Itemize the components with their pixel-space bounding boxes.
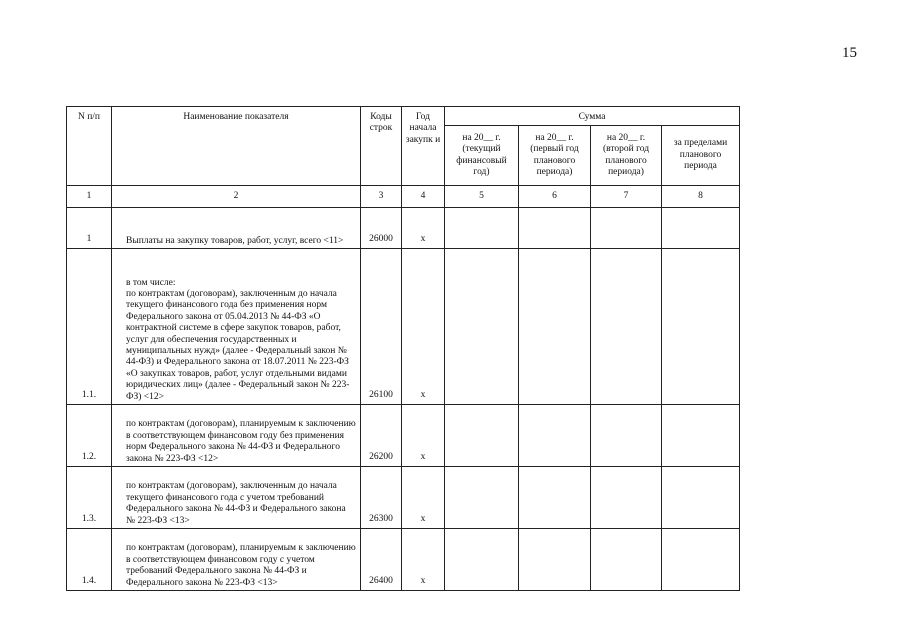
row-index: 1.4. [67,529,112,591]
row-code: 26100 [361,249,402,405]
value-cell [591,249,662,405]
subheader-current-year: на 20__ г. (текущий финансовый год) [445,126,519,186]
table-row [67,208,740,249]
column-number: 2 [112,186,361,208]
row-year: x [402,249,445,405]
row-name: по контрактам (договорам), планируемым к заключению в соответствующем финансовом году без применения норм Федерального закона № 44-ФЗ и Федерального закона № 223-ФЗ <12> [112,405,361,467]
value-cell [519,249,591,405]
row-index: 1.3. [67,467,112,529]
table-row [67,405,740,467]
value-cell [445,208,519,249]
row-index: 1 [67,208,112,249]
header-name: Наименование показателя [112,107,361,186]
row-code: 26300 [361,467,402,529]
header-index: N п/п [67,107,112,186]
row-name: по контрактам (договорам), планируемым к заключению в соответствующем финансовом году с учетом требований Федерального закона № 44-ФЗ и Федерального закона № 223-ФЗ <13> [112,529,361,591]
value-cell [519,405,591,467]
table-row [67,249,740,405]
row-index: 1.2. [67,405,112,467]
column-number: 1 [67,186,112,208]
value-cell [662,208,740,249]
value-cell [662,405,740,467]
row-year: x [402,208,445,249]
header-year: Год начала закупк и [402,107,445,186]
value-cell [445,249,519,405]
value-cell [445,405,519,467]
subheader-second-plan-year: на 20__ г. (второй год планового периода) [591,126,662,186]
column-number: 3 [361,186,402,208]
row-year: x [402,405,445,467]
row-name: по контрактам (договорам), заключенным до начала текущего финансового года с учетом требований Федерального закона № 44-ФЗ и Федерального закона № 223-ФЗ <13> [112,467,361,529]
value-cell [591,405,662,467]
row-code: 26000 [361,208,402,249]
column-number: 4 [402,186,445,208]
row-index: 1.1. [67,249,112,405]
row-code: 26400 [361,529,402,591]
row-year: x [402,529,445,591]
subheader-first-plan-year: на 20__ г. (первый год планового периода) [519,126,591,186]
value-cell [591,208,662,249]
value-cell [662,467,740,529]
value-cell [662,529,740,591]
value-cell [519,529,591,591]
financial-table [66,106,740,591]
value-cell [445,529,519,591]
value-cell [519,467,591,529]
table-row [67,467,740,529]
page-number: 15 [842,45,857,61]
row-code: 26200 [361,405,402,467]
value-cell [591,467,662,529]
row-name: в том числе: по контрактам (договорам), заключенным до начала текущего финансового года без применения норм Федерального закона от 05.04.2013 № 44-ФЗ «О контрактной системе в сфере закупок товаров, работ, услуг для обеспечения государственных и муниципальных нужд» (далее - Федеральный закон № 44-ФЗ) и Федерального закона от 18.07.2011 № 223-ФЗ «О закупках товаров, работ, услуг отдельными видами юридических лиц» (далее - Федеральный закон № 223-ФЗ) <12> [112,249,361,405]
value-cell [662,249,740,405]
value-cell [445,467,519,529]
row-name: Выплаты на закупку товаров, работ, услуг, всего <11> [112,208,361,249]
column-number: 6 [519,186,591,208]
column-number-row [67,186,740,208]
column-number: 5 [445,186,519,208]
column-number: 8 [662,186,740,208]
table-row [67,529,740,591]
row-year: x [402,467,445,529]
column-number: 7 [591,186,662,208]
value-cell [591,529,662,591]
header-code: Коды строк [361,107,402,186]
value-cell [519,208,591,249]
header-row [67,107,740,126]
header-sum: Сумма [445,107,740,126]
subheader-beyond-plan: за пределами планового периода [662,126,740,186]
